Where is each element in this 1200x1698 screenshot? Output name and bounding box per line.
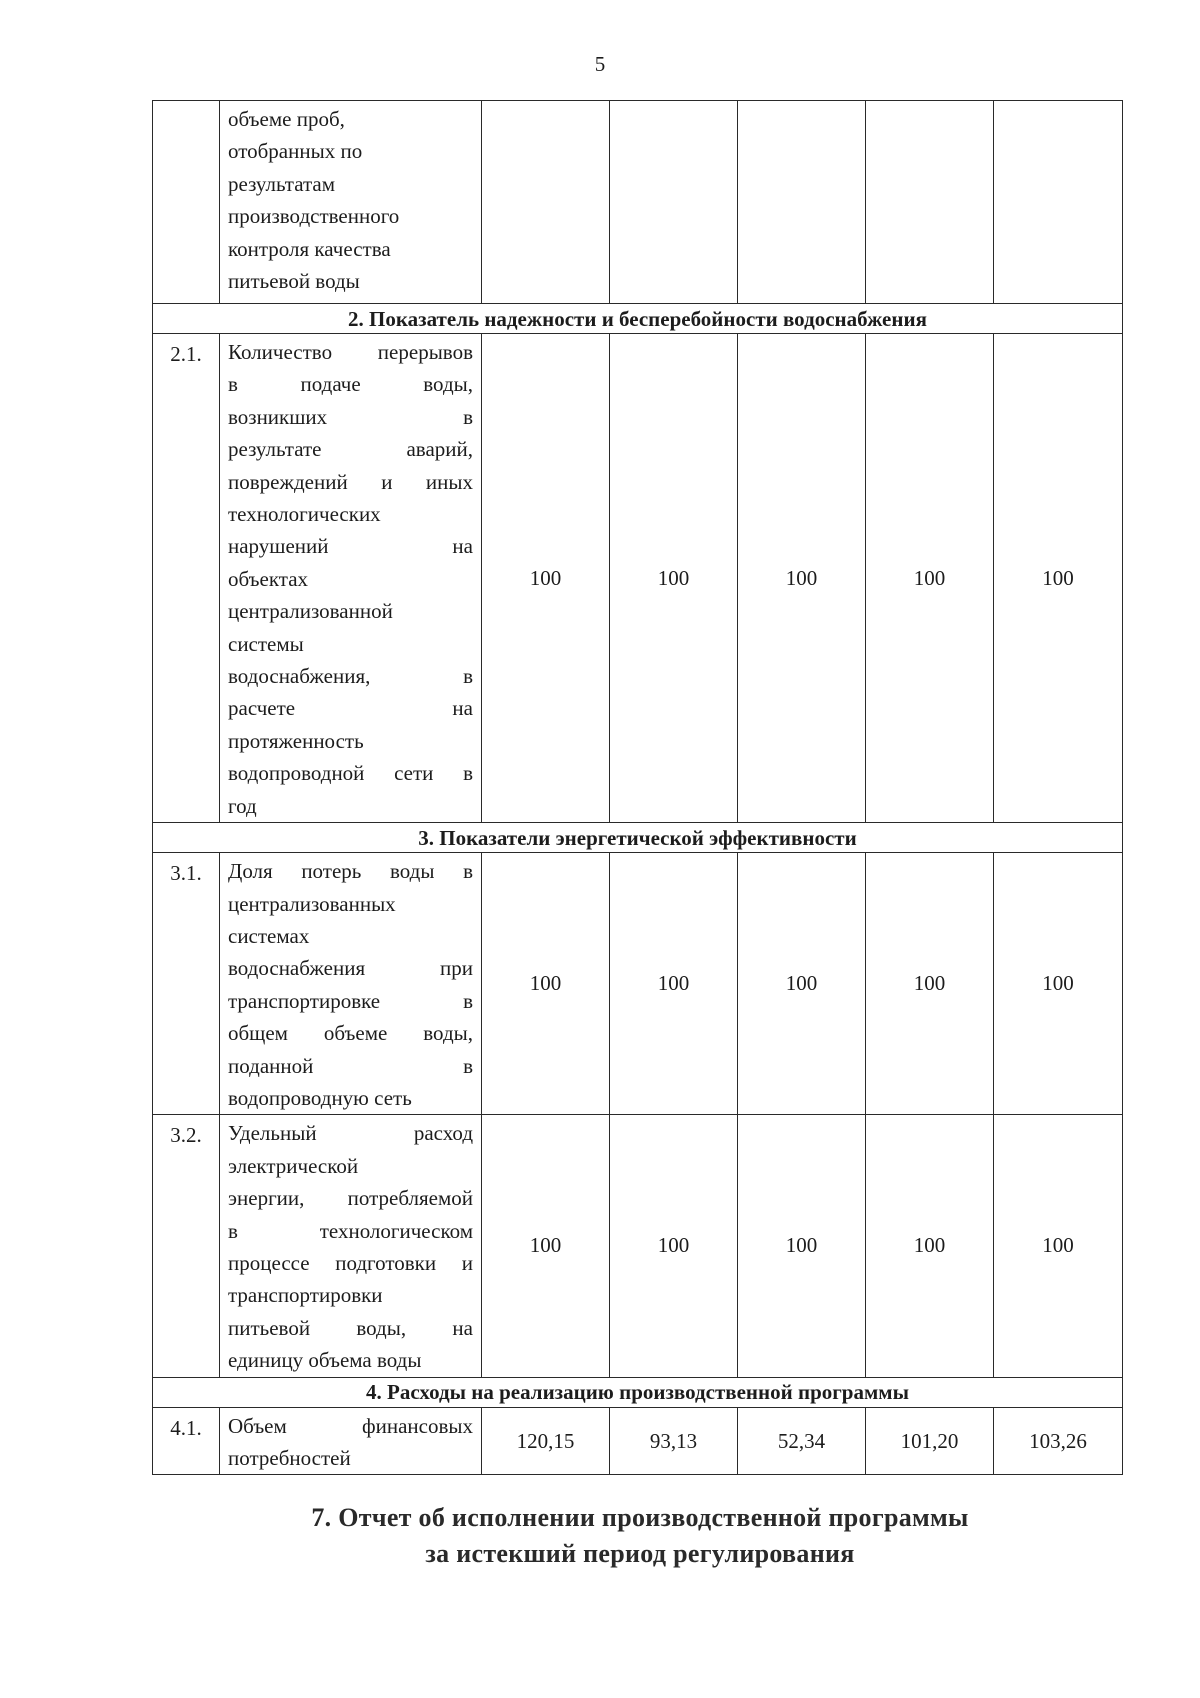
table-row bbox=[153, 1407, 1123, 1475]
section-heading-line-2: за истекший период регулирования bbox=[425, 1539, 855, 1568]
table-row bbox=[153, 101, 1123, 304]
indicators-table-body bbox=[153, 101, 1123, 1475]
table-row bbox=[153, 853, 1123, 1115]
description-line: питьевой воды, на bbox=[228, 1315, 473, 1340]
value-cell-year-3: 100 bbox=[738, 853, 866, 1115]
description-line: в подаче воды, bbox=[228, 372, 473, 397]
row-number bbox=[153, 101, 220, 304]
description-line: энергии, потребляемой bbox=[228, 1186, 473, 1211]
value-cell-year-3: 100 bbox=[738, 334, 866, 823]
value-cell-year-5 bbox=[994, 101, 1123, 304]
value-cell-year-1 bbox=[482, 101, 610, 304]
indicators-table bbox=[152, 100, 1123, 1475]
indicator-description bbox=[220, 334, 482, 823]
value-cell-year-3 bbox=[738, 101, 866, 304]
description-line: возникших в bbox=[228, 404, 473, 429]
section-title: 4. Расходы на реализацию производственной программы bbox=[153, 1377, 1123, 1407]
description-line: процессе подготовки и bbox=[228, 1250, 473, 1275]
value-cell-year-1: 120,15 bbox=[482, 1407, 610, 1475]
value-cell-year-4 bbox=[866, 101, 994, 304]
description-line: водоснабжения, в bbox=[228, 664, 473, 689]
section-heading-line-1: 7. Отчет об исполнении производственной программы bbox=[311, 1503, 969, 1532]
description-line: нарушений на bbox=[228, 534, 473, 559]
value-cell-year-3: 52,34 bbox=[738, 1407, 866, 1475]
indicator-description bbox=[220, 101, 482, 304]
description-line: объеме проб, bbox=[228, 107, 345, 131]
description-line: водопроводной сети в bbox=[228, 761, 473, 786]
description-line: общем объеме воды, bbox=[228, 1021, 473, 1046]
row-number: 3.2. bbox=[153, 1115, 220, 1377]
description-line: водопроводную сеть bbox=[228, 1085, 412, 1110]
description-line: контроля качества bbox=[228, 236, 391, 261]
value-cell-year-1: 100 bbox=[482, 1115, 610, 1377]
section-title: 3. Показатели энергетической эффективности bbox=[153, 823, 1123, 853]
row-number: 4.1. bbox=[153, 1407, 220, 1475]
description-line: объектах bbox=[228, 566, 309, 591]
section-row bbox=[153, 1377, 1123, 1407]
description-line: производственного bbox=[228, 204, 400, 229]
description-line: системы bbox=[228, 631, 304, 656]
description-line: потребностей bbox=[228, 1446, 351, 1470]
description-line: в технологическом bbox=[228, 1218, 473, 1243]
value-cell-year-5: 103,26 bbox=[994, 1407, 1123, 1475]
row-number: 3.1. bbox=[153, 853, 220, 1115]
description-line: год bbox=[228, 793, 257, 818]
description-line: Количество перерывов bbox=[228, 340, 473, 364]
value-cell-year-2 bbox=[610, 101, 738, 304]
value-cell-year-4: 100 bbox=[866, 853, 994, 1115]
description-line: отобранных по bbox=[228, 139, 363, 164]
description-line: централизованных bbox=[228, 891, 396, 916]
value-cell-year-2: 100 bbox=[610, 1115, 738, 1377]
description-line: протяженность bbox=[228, 728, 364, 753]
description-line: технологических bbox=[228, 502, 381, 527]
value-cell-year-5: 100 bbox=[994, 334, 1123, 823]
description-line: транспортировки bbox=[228, 1283, 383, 1308]
description-line: Доля потерь воды в bbox=[228, 859, 473, 884]
description-line: централизованной bbox=[228, 599, 393, 624]
description-line: результатам bbox=[228, 171, 336, 196]
section-row bbox=[153, 304, 1123, 334]
value-cell-year-5: 100 bbox=[994, 1115, 1123, 1377]
section-row bbox=[153, 823, 1123, 853]
value-cell-year-2: 100 bbox=[610, 334, 738, 823]
row-number: 2.1. bbox=[153, 334, 220, 823]
description-line: поданной в bbox=[228, 1053, 473, 1078]
value-cell-year-1: 100 bbox=[482, 334, 610, 823]
page-number: 5 bbox=[594, 52, 606, 76]
description-line: расчете на bbox=[228, 696, 473, 721]
value-cell-year-3: 100 bbox=[738, 1115, 866, 1377]
value-cell-year-4: 100 bbox=[866, 334, 994, 823]
description-line: единицу объема воды bbox=[228, 1348, 422, 1373]
description-line: повреждений и иных bbox=[228, 469, 473, 494]
value-cell-year-2: 100 bbox=[610, 853, 738, 1115]
description-line: системах bbox=[228, 923, 310, 948]
section-heading bbox=[0, 1500, 1200, 1572]
description-line: электрической bbox=[228, 1153, 359, 1178]
indicator-description bbox=[220, 853, 482, 1115]
description-line: водоснабжения при bbox=[228, 956, 473, 981]
description-line: транспортировке в bbox=[228, 988, 473, 1013]
value-cell-year-5: 100 bbox=[994, 853, 1123, 1115]
value-cell-year-4: 101,20 bbox=[866, 1407, 994, 1475]
description-line: результате аварий, bbox=[228, 437, 473, 462]
indicator-description bbox=[220, 1407, 482, 1475]
description-line: питьевой воды bbox=[228, 269, 360, 294]
value-cell-year-1: 100 bbox=[482, 853, 610, 1115]
value-cell-year-2: 93,13 bbox=[610, 1407, 738, 1475]
description-line: Объем финансовых bbox=[228, 1413, 473, 1438]
table-row bbox=[153, 1115, 1123, 1377]
value-cell-year-4: 100 bbox=[866, 1115, 994, 1377]
indicator-description bbox=[220, 1115, 482, 1377]
section-title: 2. Показатель надежности и бесперебойности водоснабжения bbox=[153, 304, 1123, 334]
description-line: Удельный расход bbox=[228, 1121, 473, 1146]
table-row bbox=[153, 334, 1123, 823]
